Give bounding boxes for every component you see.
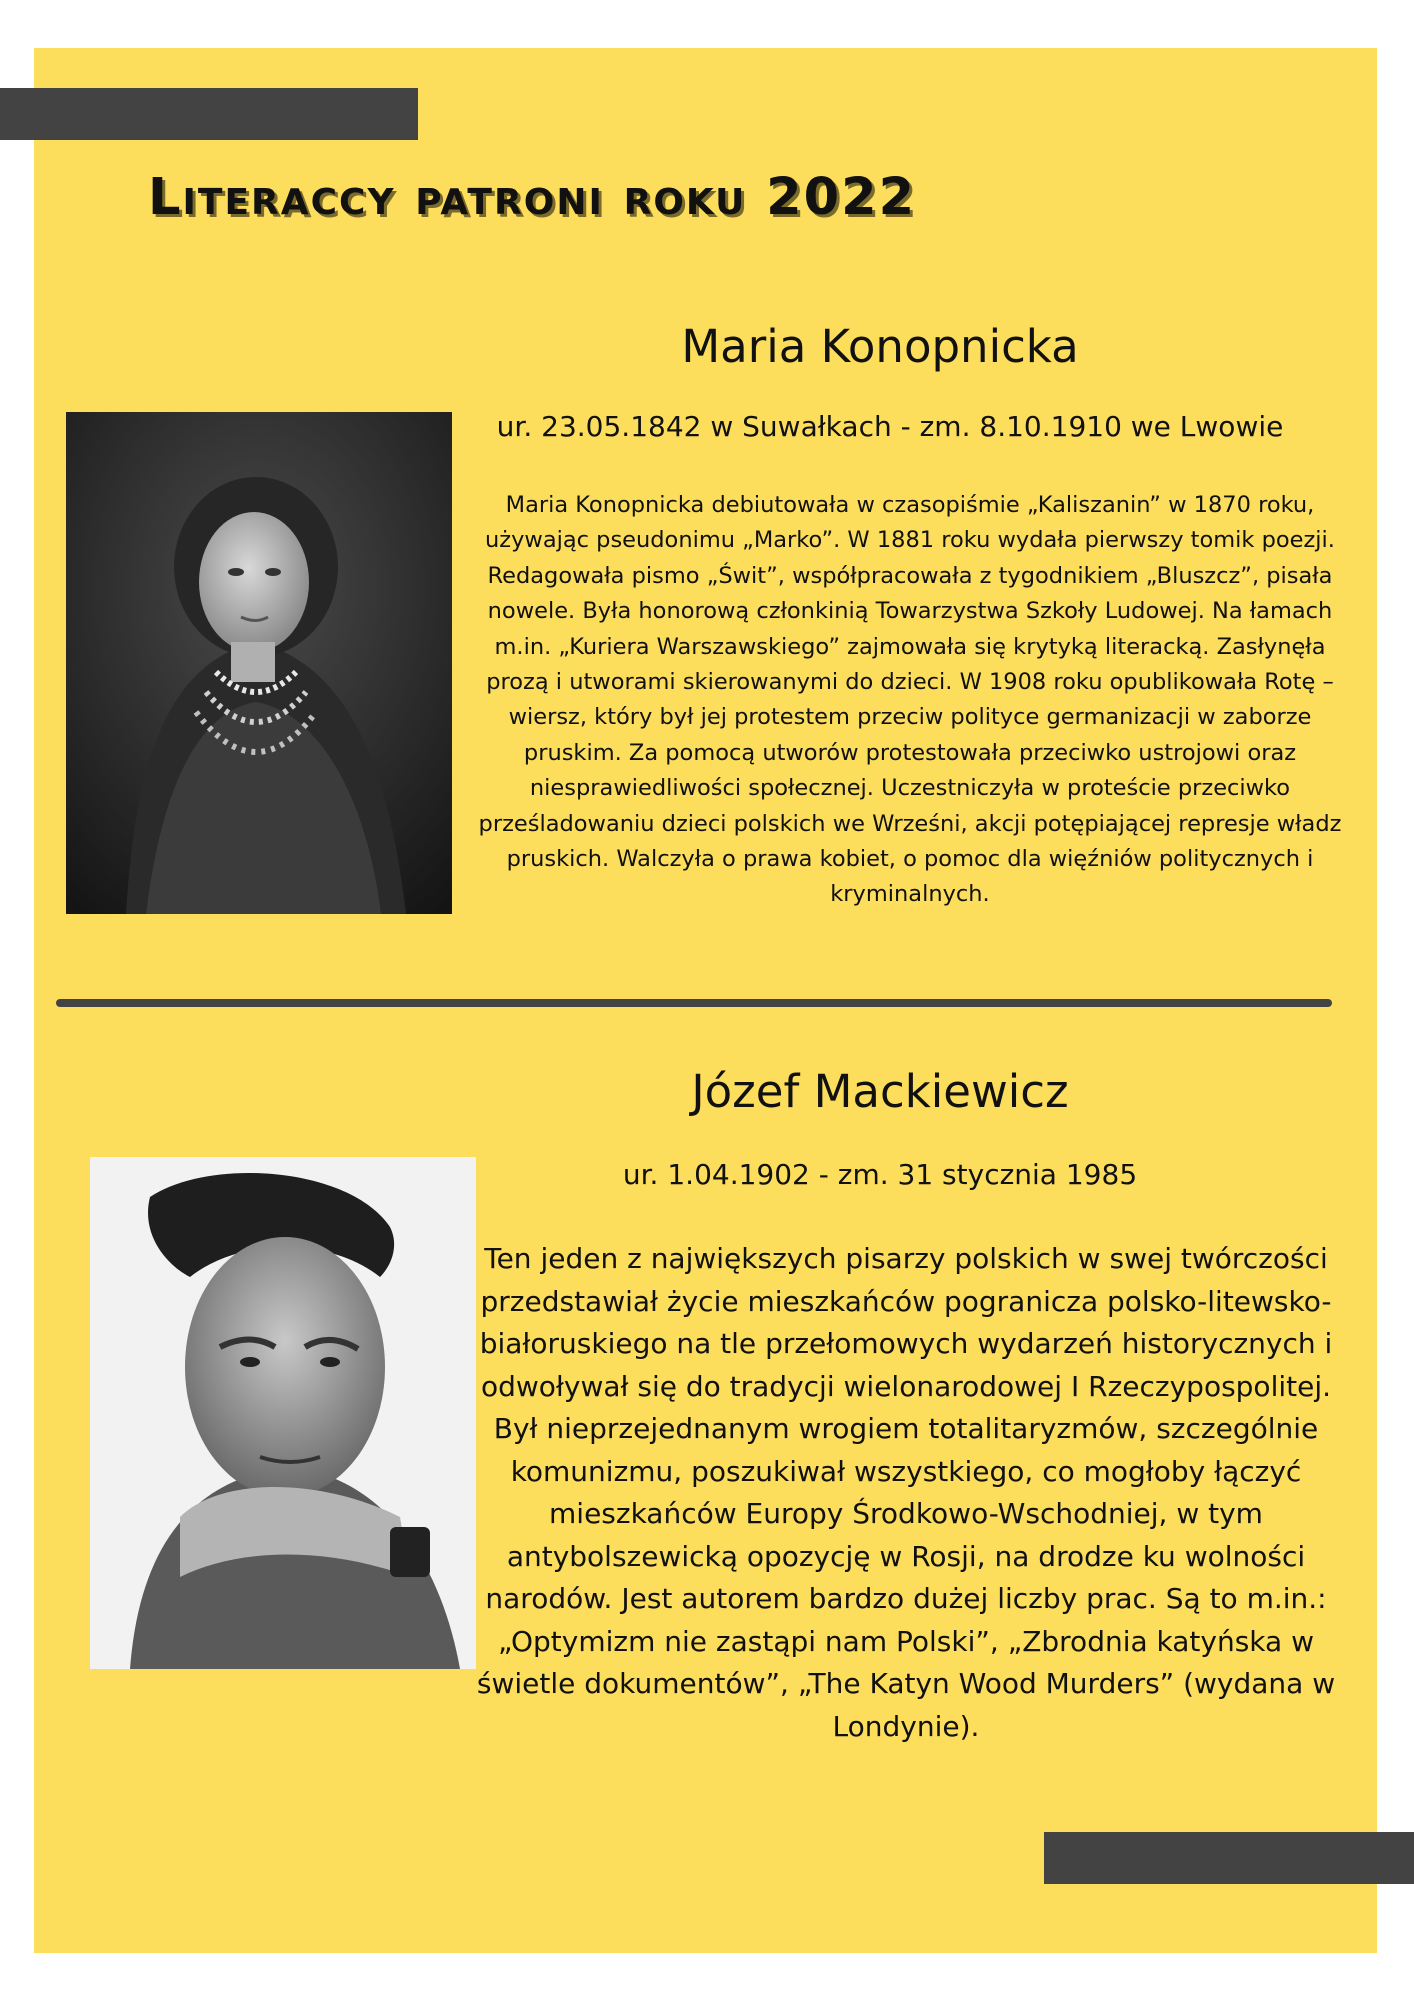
patron-dates-konopnicka: ur. 23.05.1842 w Suwałkach - zm. 8.10.1910 we Lwowie (496, 410, 1284, 443)
decorative-bar-top (0, 88, 418, 140)
patron-bio-konopnicka: Maria Konopnicka debiutowała w czasopiśmie „Kaliszanin” w 1870 roku, używając pseudonimu „Marko”. W 1881 roku wydała pierwszy tomik poezji. Redagowała pismo „Świt”, współpracowała z tygodnikiem „Bluszcz”, pisała nowele. Była honorową członkinią Towarzystwa Szkoły Ludowej. Na łamach m.in. „Kuriera Warszawskiego” zajmowała się krytyką literacką. Zasłynęła prozą i utworami skierowanymi do dzieci. W 1908 roku opublikowała Rotę – wiersz, który był jej protestem przeciw polityce germanizacji w zaborze pruskim. Za pomocą utworów protestowała przeciwko ustrojowi oraz niesprawiedliwości społecznej. Uczestniczyła w proteście przeciwko prześladowaniu dzieci polskich we Wrześni, akcji potępiającej represje władz pruskich. Walczyła o prawa kobiet, o pomoc dla więźniów politycznych i kryminalnych. (478, 492, 1342, 908)
decorative-bar-bottom (1044, 1832, 1414, 1884)
portrait-konopnicka (66, 412, 452, 914)
portrait-mackiewicz (90, 1157, 476, 1669)
section-divider (56, 999, 1332, 1007)
patron-bio-mackiewicz: Ten jeden z największych pisarzy polskich w swej twórczości przedstawiał życie mieszkańców pogranicza polsko-litewsko-białoruskiego na tle przełomowych wydarzeń historycznych i odwoływał się do tradycji wielonarodowej I Rzeczypospolitej. Był nieprzejednanym wrogiem totalitaryzmów, szczególnie komunizmu, poszukiwał wszystkiego, co mogłoby łączyć mieszkańców Europy Środkowo-Wschodniej, w tym antybolszewicką opozycję w Rosji, na drodze ku wolności narodów. Jest autorem bardzo dużej liczby prac. Są to m.in.: „Optymizm nie zastąpi nam Polski”, „Zbrodnia katyńska w świetle dokumentów”, „The Katyn Wood Murders” (wydana w Londynie). (476, 1242, 1336, 1743)
poster-title: Literaccy patroni roku 2022 (148, 168, 917, 227)
patron-name-konopnicka: Maria Konopnicka (681, 320, 1079, 373)
patron-name-mackiewicz: Józef Mackiewicz (691, 1065, 1069, 1118)
patron-dates-mackiewicz: ur. 1.04.1902 - zm. 31 stycznia 1985 (622, 1158, 1138, 1191)
